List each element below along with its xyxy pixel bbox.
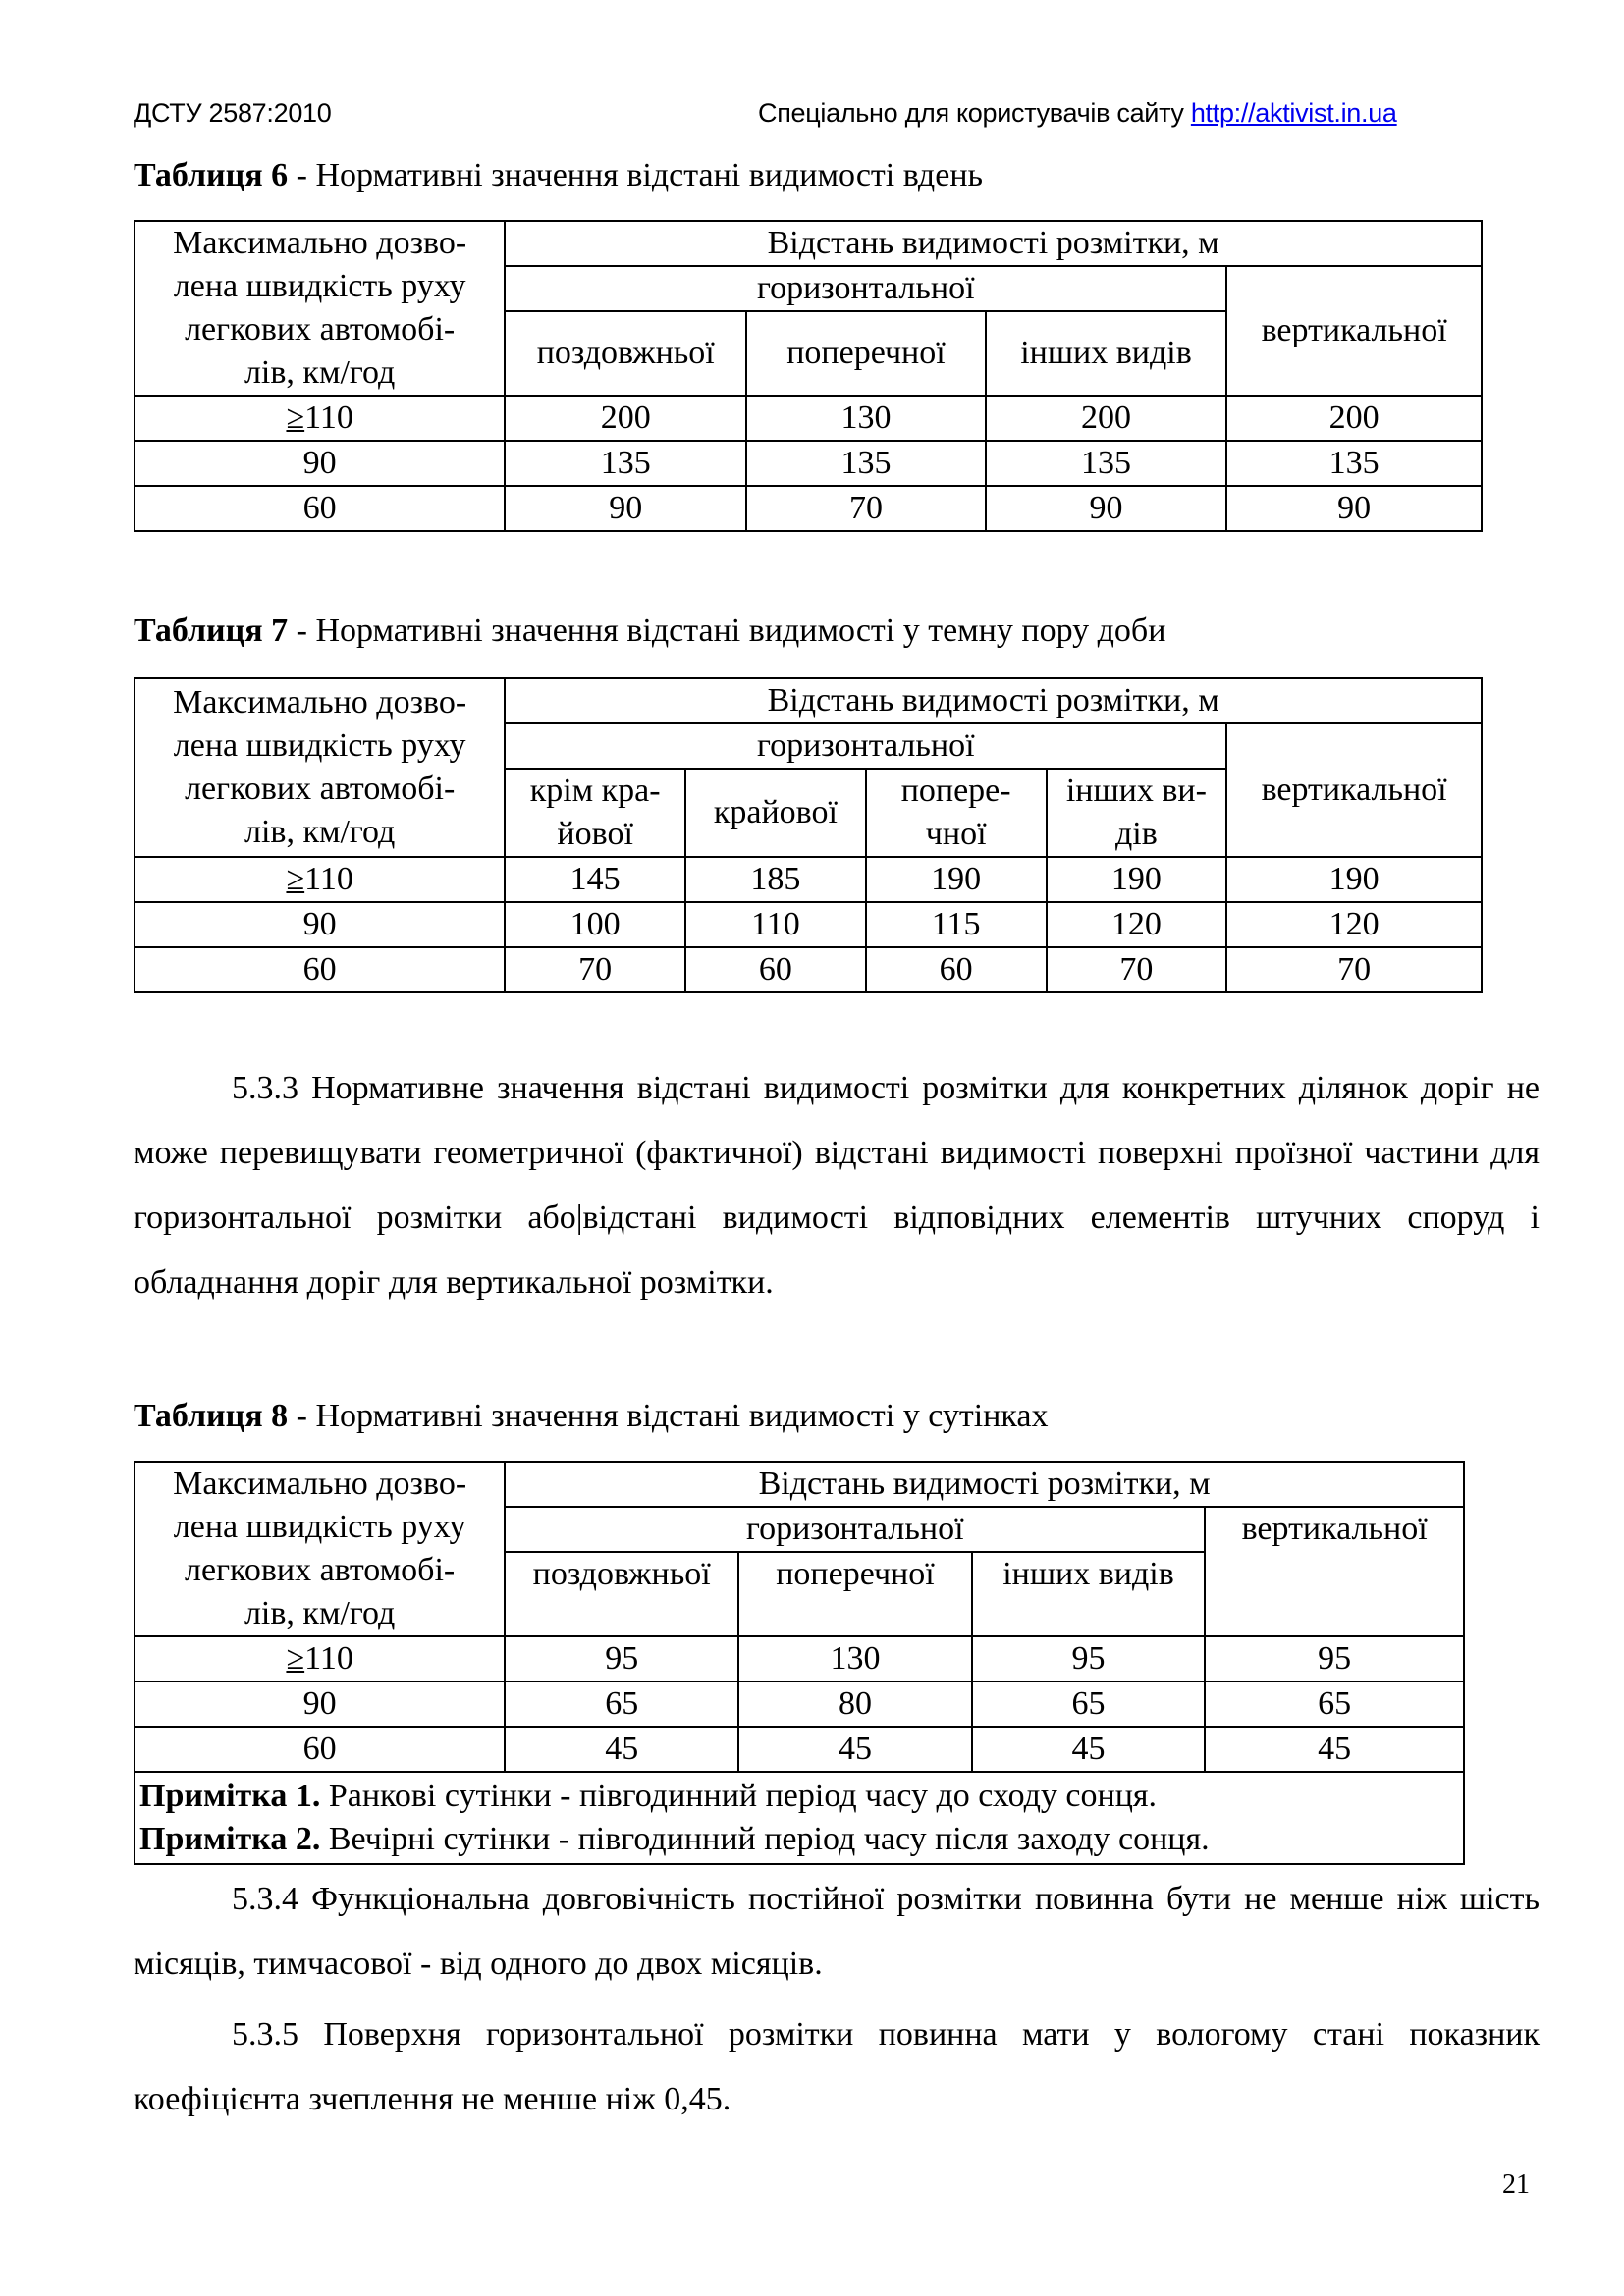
speed-value: 110 (304, 400, 353, 436)
value-cell: 90 (1226, 486, 1482, 531)
table-row (135, 396, 1482, 441)
value-cell: 70 (1226, 947, 1482, 992)
value-cell: 120 (1047, 902, 1227, 947)
site-notice (758, 98, 1397, 129)
table7 (134, 677, 1483, 993)
value-cell: 80 (738, 1682, 972, 1727)
subheader-non-edge (505, 769, 685, 857)
speed-value: 110 (304, 1640, 353, 1677)
value-cell: 95 (505, 1636, 738, 1682)
table6-caption-number: Таблиця 6 (134, 157, 289, 193)
subheader-other (1047, 769, 1227, 857)
note-label: Примітка 1. (139, 1778, 321, 1814)
table6-caption (134, 157, 983, 194)
table-row (135, 902, 1482, 947)
speed-cell: 90 (135, 902, 505, 947)
subheader-line: йової (557, 816, 633, 852)
speed-header-line: лена швидкість руху (173, 727, 466, 764)
value-cell: 110 (685, 902, 866, 947)
value-cell: 135 (505, 441, 746, 486)
notes-cell (135, 1772, 1464, 1864)
value-cell: 145 (505, 857, 685, 902)
value-cell: 45 (1205, 1727, 1464, 1772)
value-cell: 135 (746, 441, 986, 486)
speed-header-line: лів, км/год (244, 814, 396, 850)
speed-cell: 60 (135, 1727, 505, 1772)
value-cell: 100 (505, 902, 685, 947)
note-1 (139, 1775, 1459, 1818)
table-row (135, 857, 1482, 902)
site-link[interactable]: http://aktivist.in.ua (1190, 98, 1397, 128)
horizontal-header: горизонтальної (505, 723, 1226, 769)
speed-header-line: лів, км/год (244, 354, 396, 391)
note-text: Ранкові сутінки - півгодинний період часу до сходу сонця. (320, 1778, 1158, 1814)
value-cell: 95 (972, 1636, 1205, 1682)
value-cell: 45 (738, 1727, 972, 1772)
subheader-transverse: поперечної (746, 311, 986, 396)
ge-symbol: ≥ (286, 1640, 305, 1677)
value-cell: 45 (972, 1727, 1205, 1772)
table-row (135, 947, 1482, 992)
horizontal-header: горизонтальної (505, 266, 1226, 311)
speed-cell: 90 (135, 1682, 505, 1727)
subheader-line: попере- (900, 773, 1011, 809)
page-number: 21 (1502, 2169, 1530, 2200)
paragraph-5-3-5 (134, 2002, 1540, 2132)
site-notice-text: Спеціально для користувачів сайту (758, 98, 1191, 128)
speed-header-line: лена швидкість руху (173, 268, 466, 304)
speed-header (135, 221, 505, 396)
value-cell: 90 (505, 486, 746, 531)
value-cell: 200 (505, 396, 746, 441)
table8-caption-number: Таблиця 8 (134, 1398, 289, 1434)
subheader-longitudinal: поздовжньої (505, 1552, 738, 1636)
speed-header-line: легкових автомобі- (185, 311, 456, 347)
table-row (135, 1727, 1464, 1772)
ge-symbol: ≥ (286, 861, 305, 897)
speed-cell (135, 857, 505, 902)
paragraph-text: 5.3.5 Поверхня горизонтальної розмітки повинна мати у вологому стані показник коефіцієнта зчеплення не менше ніж 0,45. (134, 2016, 1540, 2117)
value-cell: 60 (866, 947, 1047, 992)
value-cell: 185 (685, 857, 866, 902)
speed-header-line: Максимально дозво- (173, 684, 467, 721)
note-2 (139, 1818, 1459, 1861)
value-cell: 70 (505, 947, 685, 992)
value-cell: 130 (746, 396, 986, 441)
subheader-other: інших видів (986, 311, 1226, 396)
notes-row (135, 1772, 1464, 1864)
speed-header-line: Максимально дозво- (173, 1466, 467, 1502)
value-cell: 190 (866, 857, 1047, 902)
paragraph-text: 5.3.3 Нормативне значення відстані видимості розмітки для конкретних ділянок доріг не може перевищувати геометричної (фактичної) відстані видимості поверхні проїзної частини для горизонтальної розмітки або|відстані видимості відповідних елементів штучних споруд і обладнання доріг для вертикальної розмітки. (134, 1070, 1540, 1301)
value-cell: 115 (866, 902, 1047, 947)
speed-header-line: Максимально дозво- (173, 225, 467, 261)
value-cell: 45 (505, 1727, 738, 1772)
horizontal-header: горизонтальної (505, 1507, 1205, 1552)
speed-header-line: лена швидкість руху (173, 1509, 466, 1545)
ge-symbol: ≥ (286, 400, 305, 436)
subheader-transverse (866, 769, 1047, 857)
note-text: Вечірні сутінки - півгодинний період часу після заходу сонця. (320, 1821, 1210, 1857)
speed-header (135, 1462, 505, 1636)
vertical-header: вертикальної (1205, 1507, 1464, 1636)
value-cell: 95 (1205, 1636, 1464, 1682)
value-cell: 135 (986, 441, 1226, 486)
subheader-transverse: поперечної (738, 1552, 972, 1636)
speed-header-line: лів, км/год (244, 1595, 396, 1631)
paragraph-text: 5.3.4 Функціональна довговічність постійної розмітки повинна бути не менше ніж шість місяців, тимчасової - від одного до двох місяців. (134, 1881, 1540, 1982)
subheader-line: чної (925, 816, 987, 852)
speed-header-line: легкових автомобі- (185, 1552, 456, 1588)
value-cell: 65 (505, 1682, 738, 1727)
table-row (135, 441, 1482, 486)
subheader-edge: крайової (685, 769, 866, 857)
value-cell: 200 (1226, 396, 1482, 441)
value-cell: 60 (685, 947, 866, 992)
subheader-longitudinal: поздовжньої (505, 311, 746, 396)
value-cell: 70 (1047, 947, 1227, 992)
subheader-other: інших видів (972, 1552, 1205, 1636)
table7-caption-number: Таблиця 7 (134, 613, 289, 649)
value-cell: 135 (1226, 441, 1482, 486)
distance-group-header: Відстань видимості розмітки, м (505, 221, 1482, 266)
value-cell: 65 (972, 1682, 1205, 1727)
speed-cell (135, 396, 505, 441)
vertical-header: вертикальної (1226, 723, 1482, 857)
speed-cell (135, 1636, 505, 1682)
vertical-header: вертикальної (1226, 266, 1482, 396)
speed-header-line: легкових автомобі- (185, 771, 456, 807)
value-cell: 190 (1226, 857, 1482, 902)
distance-group-header: Відстань видимості розмітки, м (505, 1462, 1464, 1507)
table8 (134, 1461, 1465, 1865)
value-cell: 190 (1047, 857, 1227, 902)
speed-header (135, 678, 505, 857)
table7-caption-text: - Нормативні значення відстані видимості у темну пору доби (288, 613, 1166, 649)
table-row (135, 1636, 1464, 1682)
paragraph-5-3-3 (134, 1056, 1540, 1315)
table8-caption-text: - Нормативні значення відстані видимості у сутінках (288, 1398, 1049, 1434)
value-cell: 70 (746, 486, 986, 531)
distance-group-header: Відстань видимості розмітки, м (505, 678, 1482, 723)
speed-cell: 60 (135, 486, 505, 531)
value-cell: 130 (738, 1636, 972, 1682)
table6 (134, 220, 1483, 532)
standard-code: ДСТУ 2587:2010 (134, 98, 332, 128)
table6-caption-text: - Нормативні значення відстані видимості вдень (288, 157, 984, 193)
value-cell: 120 (1226, 902, 1482, 947)
paragraph-5-3-4 (134, 1867, 1540, 1997)
speed-cell: 90 (135, 441, 505, 486)
table-row (135, 486, 1482, 531)
subheader-line: дів (1114, 816, 1158, 852)
value-cell: 65 (1205, 1682, 1464, 1727)
speed-value: 110 (304, 861, 353, 897)
subheader-line: інших ви- (1065, 773, 1207, 809)
note-label: Примітка 2. (139, 1821, 321, 1857)
table7-caption (134, 613, 1165, 650)
subheader-line: крім кра- (529, 773, 661, 809)
table-row (135, 1682, 1464, 1727)
value-cell: 200 (986, 396, 1226, 441)
value-cell: 90 (986, 486, 1226, 531)
speed-cell: 60 (135, 947, 505, 992)
table8-caption (134, 1398, 1048, 1435)
